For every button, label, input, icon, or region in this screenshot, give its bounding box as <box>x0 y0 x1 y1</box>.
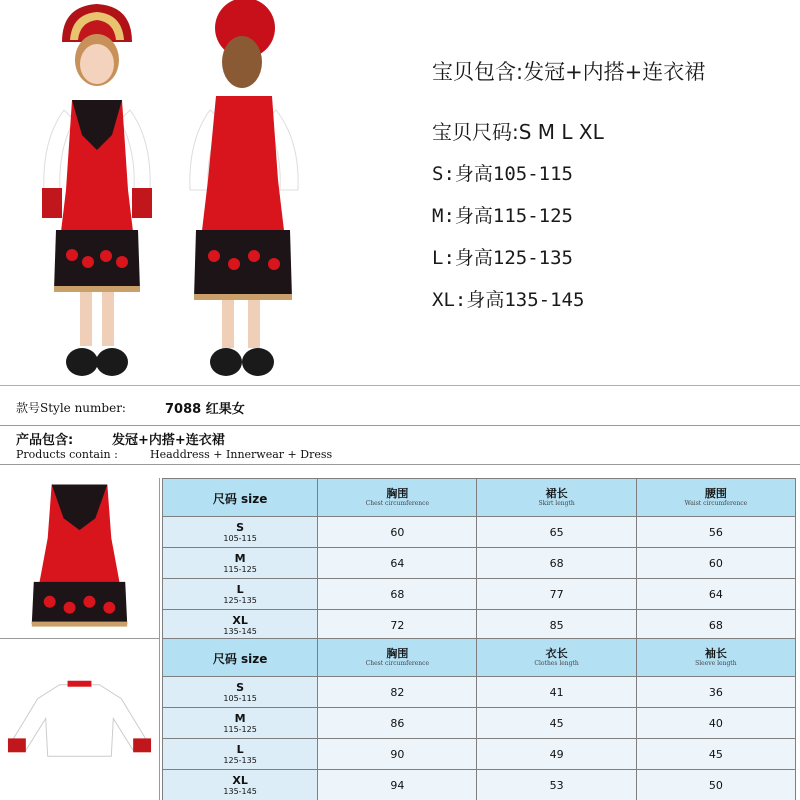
table-header-row <box>163 479 796 517</box>
value-cell: 85 <box>477 610 636 641</box>
value-cell: 68 <box>636 610 795 641</box>
innerwear-size-table <box>162 638 796 800</box>
value-cell: 68 <box>318 579 477 610</box>
size-cell: M 115-125 <box>163 548 318 579</box>
size-m-height: M:身高115-125 <box>432 205 573 227</box>
size-cell: L 125-135 <box>163 579 318 610</box>
size-xl-height: XL:身高135-145 <box>432 289 585 311</box>
products-contain-label-en: Products contain : <box>16 448 118 461</box>
table-row <box>163 610 796 641</box>
header-chest: 胸围 Chest circumference <box>318 479 477 517</box>
value-cell: 86 <box>318 708 477 739</box>
value-cell: 90 <box>318 739 477 770</box>
value-cell: 68 <box>477 548 636 579</box>
size-cell: M 115-125 <box>163 708 318 739</box>
table-row <box>163 770 796 800</box>
size-cell: S 105-115 <box>163 677 318 708</box>
table-row <box>163 708 796 739</box>
header-chest: 胸围 Chest circumference <box>318 639 477 677</box>
table-row <box>163 579 796 610</box>
style-number-label: 款号Style number: <box>16 401 126 415</box>
value-cell: 53 <box>477 770 636 800</box>
value-cell: 40 <box>636 708 795 739</box>
value-cell: 77 <box>477 579 636 610</box>
value-cell: 82 <box>318 677 477 708</box>
table-row <box>163 739 796 770</box>
product-photo-front <box>22 0 172 385</box>
header-clothes-length: 衣长 Clothes length <box>477 639 636 677</box>
header-skirt-length: 裙长 Skirt length <box>477 479 636 517</box>
size-cell: XL 135-145 <box>163 770 318 800</box>
table-row <box>163 517 796 548</box>
value-cell: 64 <box>318 548 477 579</box>
style-number-value: 7088 红果女 <box>165 402 245 417</box>
value-cell: 94 <box>318 770 477 800</box>
value-cell: 45 <box>636 739 795 770</box>
value-cell: 60 <box>636 548 795 579</box>
size-l-height: L:身高125-135 <box>432 247 573 269</box>
value-cell: 41 <box>477 677 636 708</box>
value-cell: 50 <box>636 770 795 800</box>
value-cell: 49 <box>477 739 636 770</box>
products-contain-value-en: Headdress + Innerwear + Dress <box>150 448 333 461</box>
size-cell: S 105-115 <box>163 517 318 548</box>
products-contain-row <box>0 427 800 465</box>
header-size: 尺码 size <box>163 479 318 517</box>
innerwear-thumbnail <box>0 638 160 800</box>
size-s-height: S:身高105-115 <box>432 163 573 185</box>
size-cell: L 125-135 <box>163 739 318 770</box>
products-contain-value-cn: 发冠+内搭+连衣裙 <box>112 433 225 448</box>
size-cell: XL 135-145 <box>163 610 318 641</box>
spec-sheet <box>0 385 800 800</box>
value-cell: 36 <box>636 677 795 708</box>
value-cell: 45 <box>477 708 636 739</box>
dress-thumbnail <box>0 478 160 638</box>
value-cell: 56 <box>636 517 795 548</box>
table-row <box>163 677 796 708</box>
product-photo-back <box>180 0 310 385</box>
header-sleeve-length: 袖长 Sleeve length <box>636 639 795 677</box>
value-cell: 60 <box>318 517 477 548</box>
dress-size-table <box>162 478 796 641</box>
products-contain-label-cn: 产品包含: <box>16 433 74 448</box>
package-contents: 宝贝包含:发冠+内搭+连衣裙 <box>432 60 706 84</box>
value-cell: 72 <box>318 610 477 641</box>
header-size: 尺码 size <box>163 639 318 677</box>
style-number-row <box>0 386 800 426</box>
header-waist: 腰围 Waist circumference <box>636 479 795 517</box>
table-header-row <box>163 639 796 677</box>
value-cell: 65 <box>477 517 636 548</box>
value-cell: 64 <box>636 579 795 610</box>
available-sizes: 宝贝尺码:S M L XL <box>432 120 604 144</box>
table-row <box>163 548 796 579</box>
